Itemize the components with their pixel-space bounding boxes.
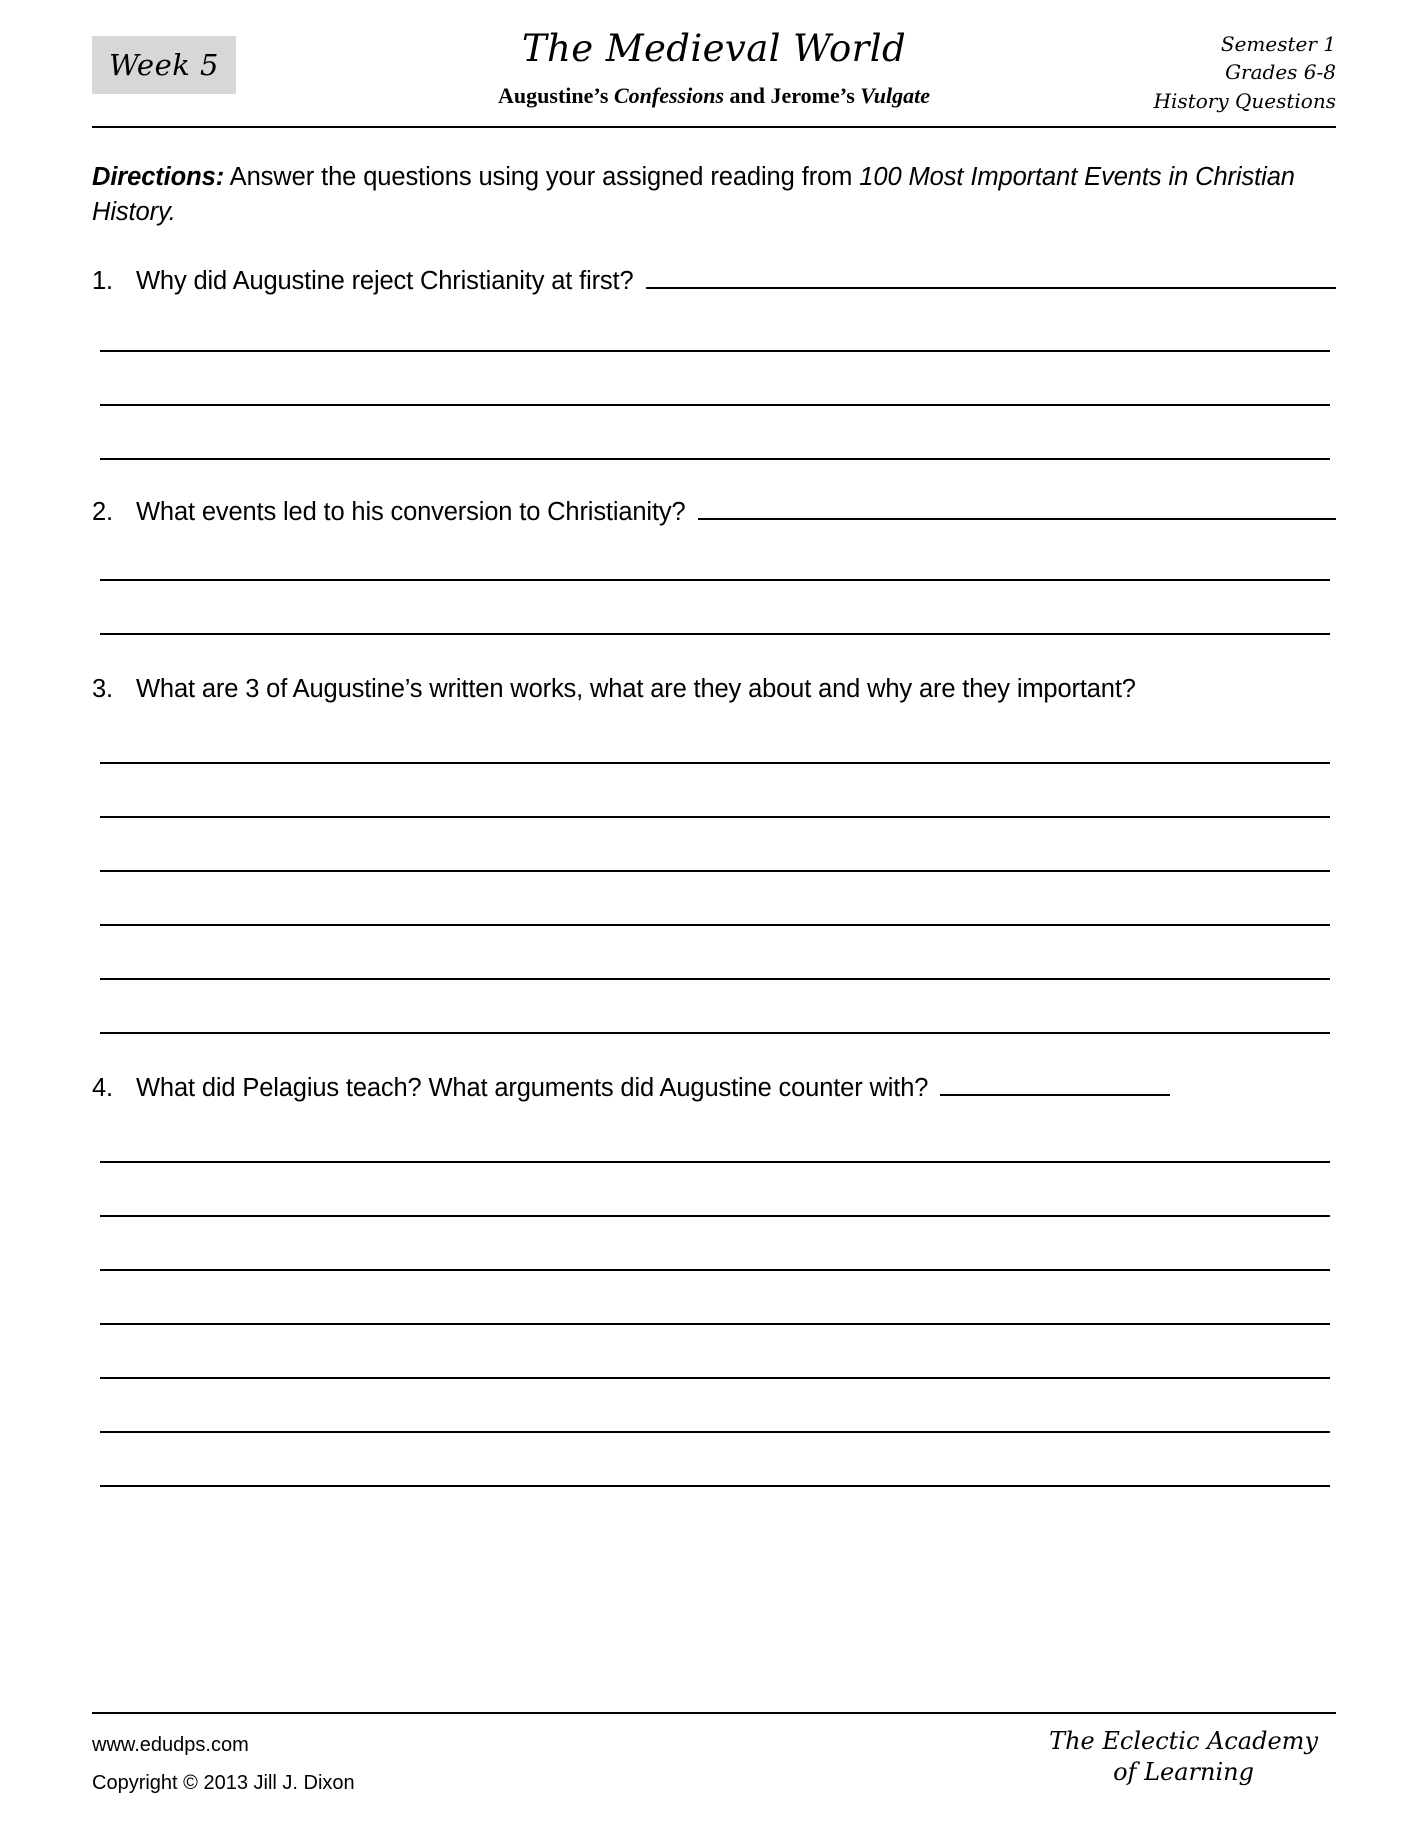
question-number: 1. <box>92 267 113 296</box>
question-row <box>92 675 1336 704</box>
answer-line[interactable] <box>100 870 1330 872</box>
directions-block <box>92 160 1336 229</box>
directions-book-title: 100 Most Important Events in Christian History. <box>92 163 1295 226</box>
questions-container <box>92 267 1336 1487</box>
subtitle-text-1: Augustine’s <box>498 82 614 108</box>
answer-line[interactable] <box>1148 696 1336 697</box>
footer-logo-line-2: of Learning <box>1113 1758 1254 1787</box>
question-block <box>92 1074 1336 1487</box>
question-block <box>92 267 1336 460</box>
footer-copyright: Copyright © 2013 Jill J. Dixon <box>92 1772 355 1794</box>
footer-website[interactable]: www.edudps.com <box>92 1734 249 1756</box>
header-divider <box>92 126 1336 128</box>
answer-line[interactable] <box>100 458 1330 460</box>
page-title: The Medieval World <box>521 27 907 70</box>
question-number: 2. <box>92 498 113 527</box>
meta-semester: Semester 1 <box>1220 32 1336 56</box>
title-block <box>92 27 1336 109</box>
question-text: What are 3 of Augustine’s written works, what are they about and why are they important? <box>136 675 1136 704</box>
header-meta <box>1154 30 1336 115</box>
answer-line[interactable] <box>646 288 1337 289</box>
answer-line[interactable] <box>100 1323 1330 1325</box>
directions-label: Directions: <box>92 163 225 191</box>
subtitle-work-vulgate: Vulgate <box>860 82 930 108</box>
question-row <box>92 267 1336 296</box>
footer-logo-line-1: The Eclectic Academy <box>1049 1727 1318 1755</box>
answer-line[interactable] <box>100 1377 1330 1379</box>
question-block <box>92 498 1336 635</box>
answer-line[interactable] <box>100 1161 1330 1163</box>
answer-line[interactable] <box>100 924 1330 926</box>
meta-grades: Grades 6-8 <box>1225 60 1336 85</box>
footer-left <box>92 1726 355 1802</box>
subtitle-text-2: and Jerome’s <box>724 82 861 108</box>
footer-logo <box>1049 1726 1336 1788</box>
page-header <box>92 0 1336 130</box>
answer-line[interactable] <box>100 1215 1330 1217</box>
answer-line[interactable] <box>100 1485 1330 1487</box>
page-footer <box>92 1712 1336 1802</box>
answer-line[interactable] <box>100 1032 1330 1034</box>
answer-line[interactable] <box>100 1269 1330 1271</box>
answer-line[interactable] <box>100 579 1330 581</box>
question-number: 3. <box>92 675 113 704</box>
question-number: 4. <box>92 1074 113 1103</box>
week-badge-label: Week 5 <box>108 48 219 82</box>
directions-text: Answer the questions using your assigned reading from <box>224 163 860 191</box>
subtitle-work-confessions: Confessions <box>613 82 725 108</box>
question-row <box>92 1074 1336 1103</box>
answer-line[interactable] <box>100 350 1330 352</box>
answer-line[interactable] <box>100 978 1330 980</box>
question-block <box>92 675 1336 1034</box>
answer-line[interactable] <box>100 633 1330 635</box>
page-subtitle <box>92 83 1336 109</box>
meta-subject: History Questions <box>1153 88 1336 113</box>
answer-line[interactable] <box>100 816 1330 818</box>
question-text: What did Pelagius teach? What arguments did Augustine counter with? <box>136 1074 929 1103</box>
answer-line[interactable] <box>100 404 1330 406</box>
question-text: What events led to his conversion to Christianity? <box>136 498 686 527</box>
answer-line[interactable] <box>940 1095 1170 1096</box>
answer-line[interactable] <box>100 762 1330 764</box>
question-row <box>92 498 1336 527</box>
question-text: Why did Augustine reject Christianity at first? <box>136 267 634 296</box>
answer-line[interactable] <box>100 1431 1330 1433</box>
answer-line[interactable] <box>698 519 1336 520</box>
